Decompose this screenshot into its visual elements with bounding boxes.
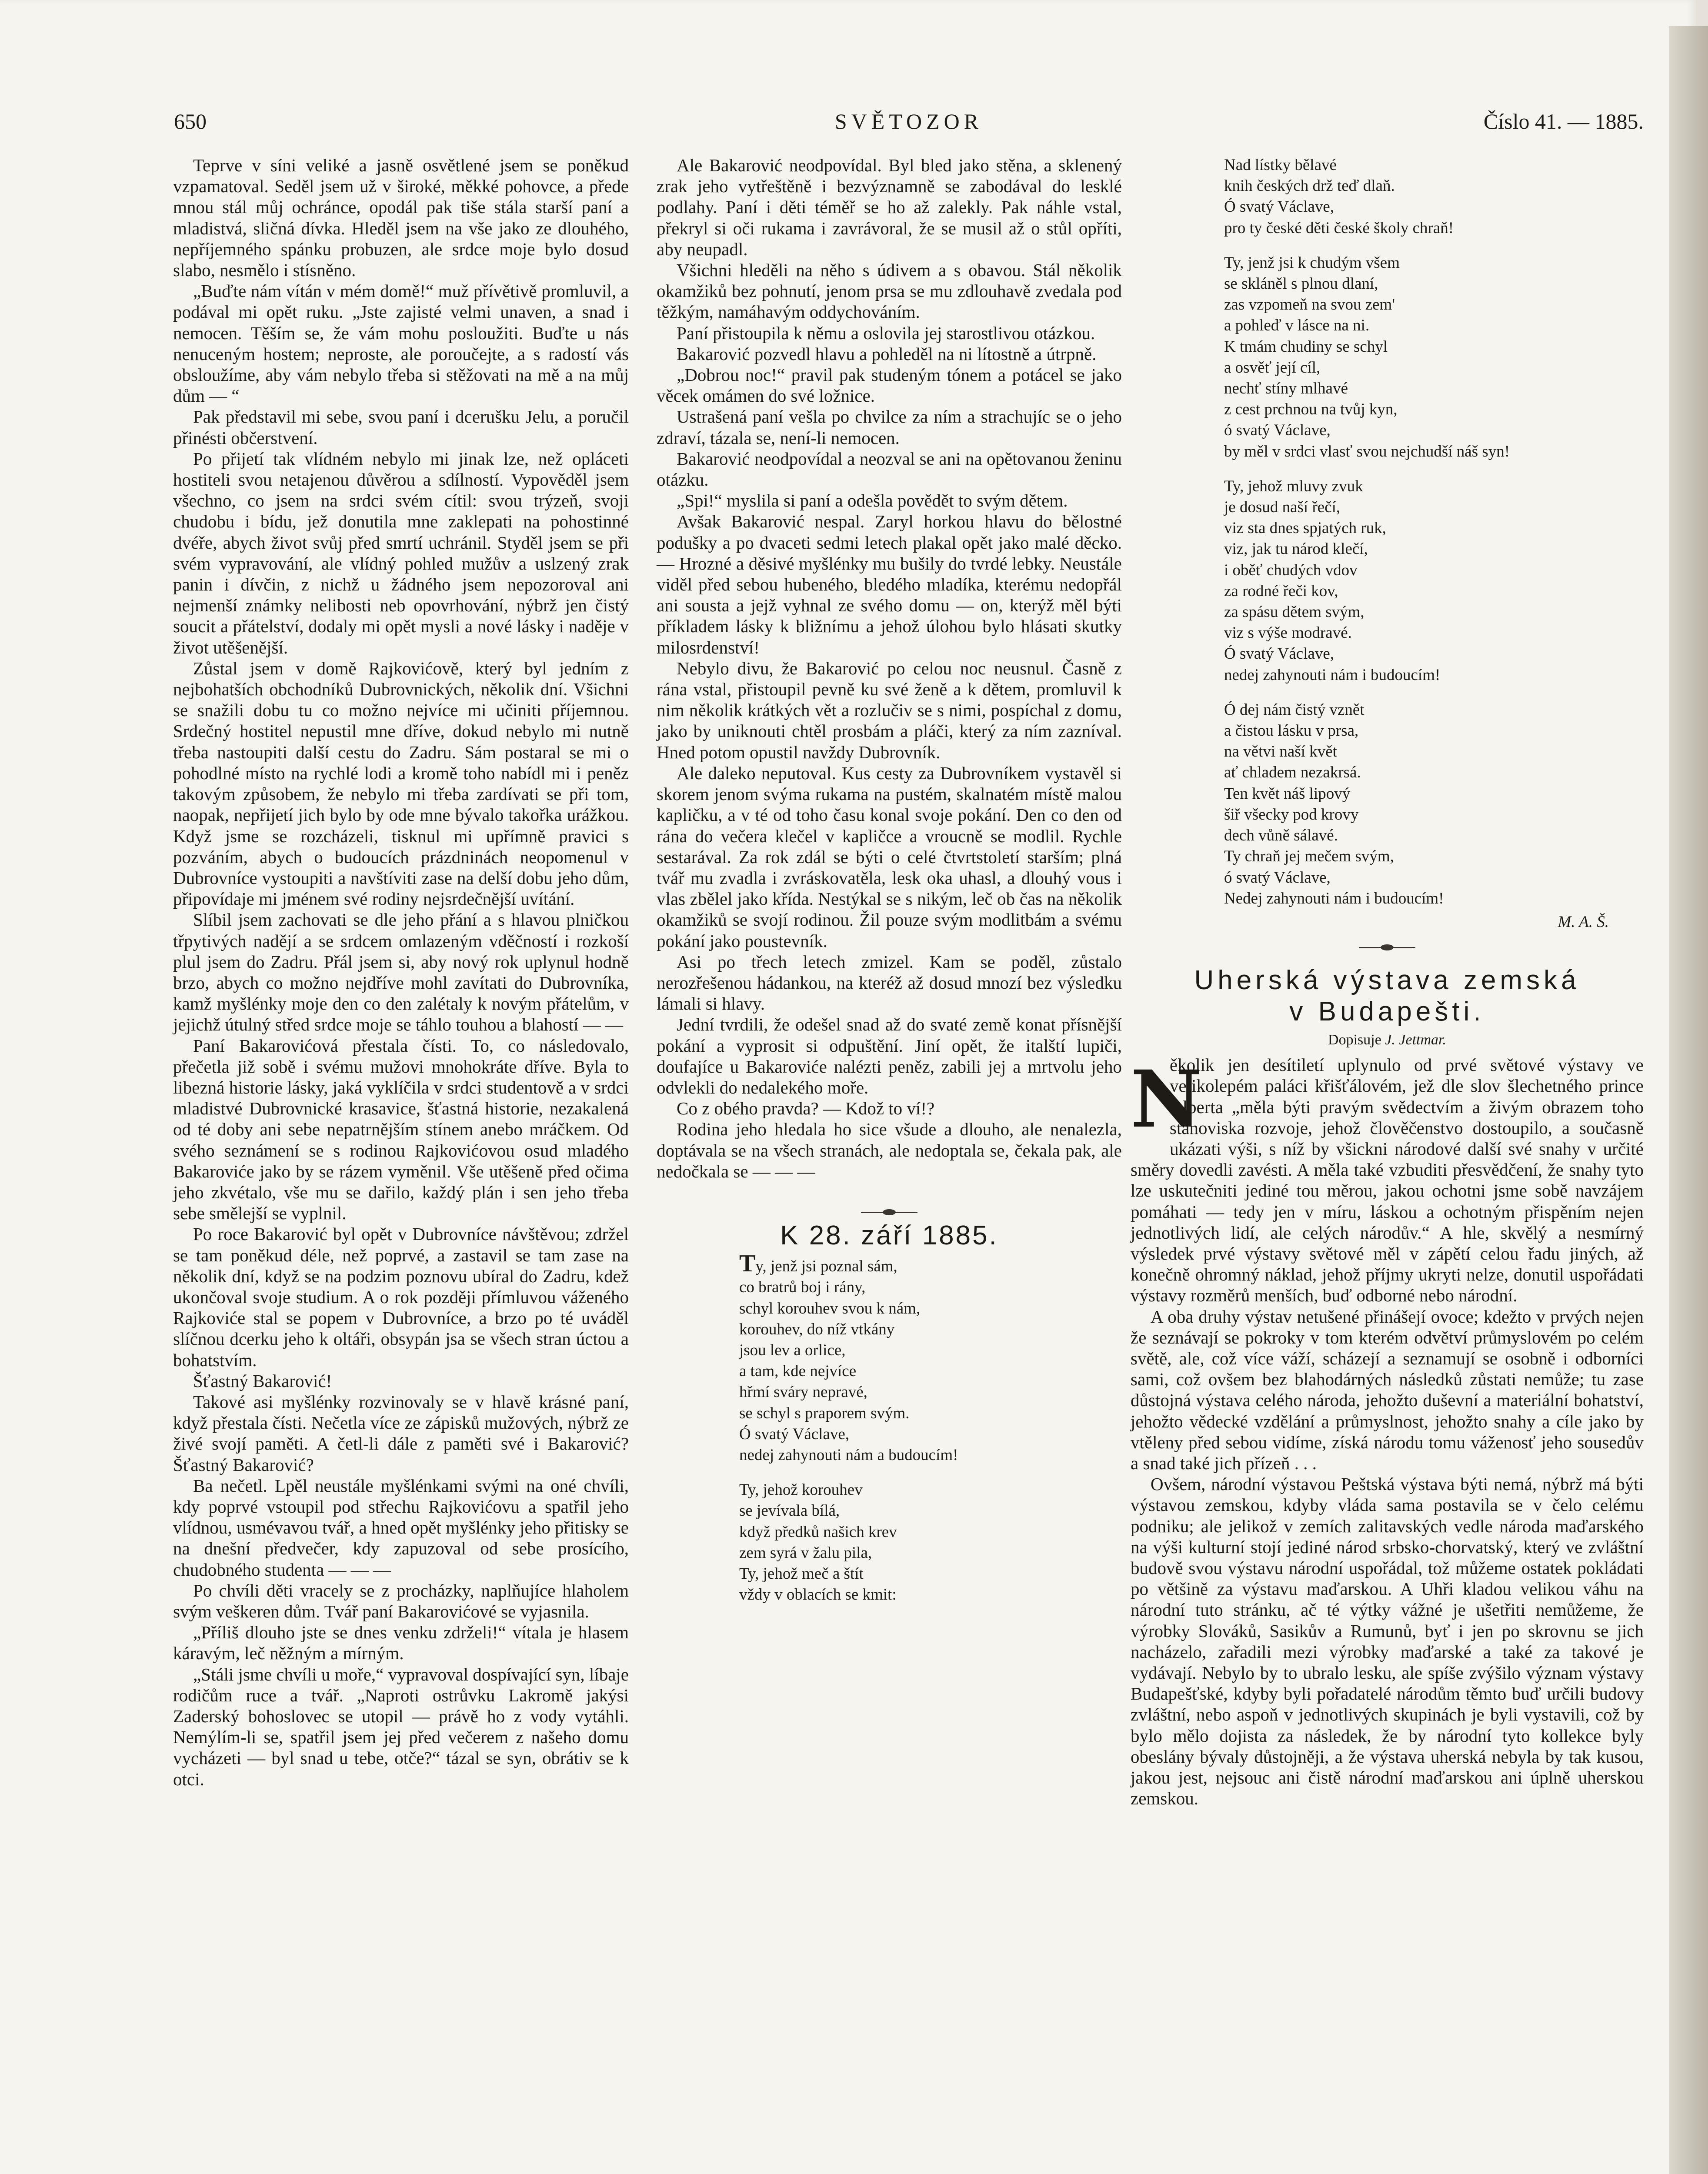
- poem-line: Ó svatý Václave,: [1224, 198, 1334, 216]
- poem-stanza: [1224, 476, 1644, 686]
- story-paragraph: Po roce Bakarović byl opět v Dubrovníce návštěvou; zdržel se tam poněkud déle, než poprvé, a zastavil se tam zase na několik dní, když se na podzim poznovu ubíral do Zadru, kdež ukončoval svoje studium. A o rok později přímluvou váženého Rajkoviće stal se popem v Dubrovníce, a brzo po té uváděl slíčnou dcerku jeho k oltáři, obsypán jsa se všech stran úctou a bohatstvím.: [173, 1224, 629, 1370]
- article-dropcap: N: [1131, 1054, 1202, 1146]
- poem-line: ó svatý Václave,: [1224, 868, 1331, 887]
- story-paragraph: Ale daleko neputoval. Kus cesty za Dubrovníkem vystavěl si skorem jenom svýma rukama na pustém, skalnatém místě malou kapličku, a v té od toho času konal svoje pokání. Den co den od rána do večera klečel v kapličce a vroucně se modlil. Rychle sestarával. Za rok zdál se býti o celé čtvrtstoletí starším; plná tvář mu zvadla i zvráskovatěla, lesk oka uhasl, a dlouhý vous i vlas zbělel jako křída. Nestýkal se s nikým, leč ob čas na několik okamžiků se svojí rodinou. Žil pouze svým modlitbám a svému pokání jako poustevník.: [657, 763, 1122, 951]
- poem-k28: [657, 1250, 1122, 1605]
- poem-line: se jevívala bílá,: [739, 1502, 840, 1520]
- story-paragraph: Zůstal jsem v domě Rajkovićově, který byl jedním z nejbohatších obchodníků Dubrovnických, několik dní. Všichni se snažili dobu tu co možno nejvíce mi učiniti příjemnou. Srdečný hostitel nepustil mne dříve, dokud nebylo mi nutně třeba nastoupiti další cestu do Zadru. Sám postaral se mi o pohodlné místo na rychlé lodi a kromě toho nabídl mi i peněz takovým způsobem, že nebylo mi třeba zardívati se při tom, naopak, nepřijetí jich bylo by ode mne bývalo takořka urážkou. Když jsme se rozcházeli, tisknul mi upřímně pravici s pozváním, abych o budoucích prázdninách neopomenul v Dubrovníce vystoupiti a navštíviti zase na delší dobu jeho dům, připovídaje mi jménem své rodiny nejsrdečnější uvítání.: [173, 658, 629, 909]
- poem-dropcap: T: [739, 1250, 756, 1277]
- poem-line: a osvěť její cíl,: [1224, 358, 1321, 377]
- story-paragraph: Slíbil jsem zachovati se dle jeho přání a s hlavou plničkou třpytivých nadějí a se srdcem omlazeným vděčností i rozkoší plul jsem do Zadru. Přál jsem si, aby nový rok uplynul hodně brzo, abych co možno nejdříve mohl zavítati do Dubrovníka, kamž myšlénky moje den co den zalétaly k novým přátelům, v jejichž útulný střed srdce moje se táhlo touhou a blahostí — —: [173, 910, 629, 1035]
- poem-line: viz, jak tu národ klečí,: [1224, 540, 1368, 558]
- poem-line: Ó svatý Václave,: [739, 1425, 850, 1443]
- story-paragraph: Všichni hleděli na něho s údivem a s obavou. Stál několik okamžiků bez pohnutí, jenom prsa se mu zdlouhavě zvedala pod těžkým, namáhavým oddychováním.: [657, 260, 1122, 322]
- story-paragraph: Takové asi myšlénky rozvinovaly se v hlavě krásné paní, když přestala čísti. Nečetla více ze zápisků mužových, nýbrž ze živé svojí paměti. A četl-li dále z paměti své i Bakarović? Šťastný Bakarović?: [173, 1391, 629, 1475]
- story-paragraph: Šťastný Bakarović!: [193, 1370, 332, 1391]
- poem-line: Ty chraň jej mečem svým,: [1224, 847, 1394, 866]
- story-paragraph: „Stáli jsme chvíli u moře,“ vypravoval dospívající syn, líbaje rodičům ruce a tvář. „Naproti ostrůvku Lakromě jakýsi Zaderský bohoslovec se utopil — právě ho z vody vytáhli. Nemýlím-li se, spatřil jsem jej před večerem z našeho domu vycházeti — byl snad u tebe, otče?“ tázal se syn, obrátiv se k otci.: [173, 1664, 629, 1789]
- story-paragraph: Teprve v síni veliké a jasně osvětlené jsem se poněkud vzpamatoval. Seděl jsem už v široké, měkké pohovce, a přede mnou stál můj ochránce, opodál pak tiše stála starší paní a mladistvá, sličná dívka. Hleděl jsem na vše jako ze dlouhého, nepříjemného spánku probuzen, ale srdce moje bylo dosud slabo, nesmělo i stísněno.: [173, 155, 629, 280]
- story-paragraph: Po chvíli děti vracely se z procházky, naplňujíce hlaholem svým veškeren dům. Tvář paní Bakarovićové se vyjasnila.: [173, 1580, 629, 1622]
- story-paragraph: Paní Bakarovićová přestala čísti. To, co následovalo, přečetla již sobě i svému mužovi mnohokráte dříve. Byla to libezná historie lásky, jaká vyklíčila v srdci studentově a v srdci mladistvé Dubrovnické krasavice, šťastná historie, nezakalená od té doby ani sebe nepatrnějším stínem anebo mráčkem. Od svého seznámení se s rodinou Rajkovićovou osud mladého Bakaroviće jako by se rázem vyměnil. Vše utěšeně před očima jeho zkvétalo, vše mu se dařilo, každý plán i sen jeho třeba sebe smělejší se vyplnil.: [173, 1035, 629, 1224]
- story-paragraph: „Příliš dlouho jste se dnes venku zdrželi!“ vítala je hlasem káravým, leč něžným a mírným.: [173, 1622, 629, 1664]
- poem-line: vždy v oblacích se kmit:: [739, 1586, 897, 1604]
- poem-line: korouhev, do níž vtkány: [739, 1320, 895, 1338]
- poem-stanza: [1224, 253, 1644, 462]
- poem-line: jsou lev a orlice,: [739, 1341, 846, 1359]
- story-paragraph: Ustrašená paní vešla po chvilce za ním a strachujíc se o jeho zdraví, tázala se, není-li nemocen.: [657, 407, 1122, 448]
- poem-stanza: [739, 1250, 1122, 1466]
- story-paragraph: Avšak Bakarović nespal. Zaryl horkou hlavu do bělostné podušky a po dvaceti sedmi letech plakal opět jako malé děcko. — Hrozné a děsivé myšlénky mu bušily do tvrdé lebky. Neustále viděl před sebou hubeného, bledého mladíka, kterému nedopřál ani sousta a jejž vyhnal ze svého domu — on, kterýž měl býti příkladem lásky k bližnímu a jehož úlohou bylo hlásati skutky milosrdenství!: [657, 511, 1122, 657]
- poem-line: se skláněl s plnou dlaní,: [1224, 275, 1378, 293]
- story-paragraph: „Dobrou noc!“ pravil pak studeným tónem a potácel se jako věcek omámen do své ložnice.: [657, 365, 1122, 406]
- article-title-line-1: Uherská výstava zemská: [1194, 965, 1580, 996]
- page-number: 650: [174, 109, 207, 133]
- poem-line: dech vůně sálavé.: [1224, 827, 1338, 845]
- poem-line: a čistou lásku v prsa,: [1224, 722, 1359, 740]
- article-title-line-2: v Budapešti.: [1289, 997, 1485, 1027]
- poem-line: a pohleď v lásce na ni.: [1224, 317, 1370, 335]
- story-column-2: [657, 155, 1122, 1619]
- poem-line: Ty, jehož mluvy zvuk: [1224, 477, 1363, 495]
- poem-line: Ty, jehož korouhev: [739, 1481, 863, 1499]
- section-divider: [861, 1208, 917, 1217]
- poem-line: se schyl s praporem svým.: [739, 1404, 910, 1422]
- story-paragraph: Bakarović neodpovídal a neozval se ani na opětovanou ženinu otázku.: [657, 448, 1122, 490]
- poem-line: šiř všecky pod krovy: [1224, 805, 1359, 824]
- poem-line: zem syrá v žalu pila,: [739, 1544, 872, 1562]
- poem-line: viz sta dnes spjatých ruk,: [1224, 519, 1386, 537]
- poem-line: i oběť chudých vdov: [1224, 561, 1358, 579]
- article-author: J. Jettmar.: [1385, 1032, 1446, 1048]
- poem-line: Ten květ náš lipový: [1224, 784, 1351, 803]
- story-paragraph: Ba nečetl. Lpěl neustále myšlénkami svými na oné chvíli, kdy poprvé vstoupil pod střechu Rajkovićovu a spatřil jeho vlídnou, usmévavou tvář, a hned opět myšlénky jeho přitisky se na dnešní předvečer, kdy zapuzoval od sebe prosícího, chudobného studenta — — —: [173, 1475, 629, 1580]
- article-title: [1131, 965, 1644, 1027]
- poem-line: viz s výše modravé.: [1224, 624, 1352, 642]
- poem-line: ať chladem nezakrsá.: [1224, 764, 1361, 782]
- poem-line: nedej zahynouti nám a budoucím!: [739, 1446, 958, 1464]
- poem-stanza: [1224, 700, 1644, 909]
- poem-line: Ó dej nám čistý vznět: [1224, 700, 1364, 719]
- poem-line: na větvi naší květ: [1224, 743, 1337, 761]
- story-paragraph: Paní přistoupila k němu a oslovila jej starostlivou otázkou.: [677, 323, 1095, 343]
- story-paragraph: Rodina jeho hledala ho sice všude a dlouho, ale nenalezla, doptávala se na všech stranách, ale nedoptala se, čekala pak, ale nedočkala se — — —: [657, 1119, 1122, 1181]
- poem-line: nedej zahynouti nám i budoucím!: [1224, 666, 1441, 684]
- journal-title: SVĚTOZOR: [834, 109, 983, 133]
- poem-line: za rodné řeči kov,: [1224, 582, 1338, 600]
- poem-line: Ó svatý Václave,: [1224, 645, 1334, 663]
- poem-line: zas vzpomeň na svou zem': [1224, 296, 1395, 314]
- section-divider: [1359, 943, 1415, 952]
- story-paragraph: Nebylo divu, že Bakarović po celou noc neusnul. Časně z rána vstal, přistoupil pevně ku své ženě a k dětem, promluvil k nim několik krátkých vět a rozlučiv se s nimi, pospíchal z domu, jako by uniknouti chtěl prosbám a pláči, který za ním zazníval. Hned potom opustil navždy Dubrovník.: [657, 658, 1122, 762]
- poem-line: je dosud naší řečí,: [1224, 498, 1341, 517]
- poem-line: hřmí sváry nepravé,: [739, 1383, 867, 1401]
- article-paragraph: A oba druhy výstav netušené přinášejí ovoce; kdežto v prvých nejen že seznávají se pokroky v tom kterém odvětví průmyslovém po celém světě, ale, což více váží, scházejí a seznamují se osobně i odborníci sami, což ovšem bez blahodárných následků zůstati nemůže; tu zase důstojná výstava celého národa, jehožto duševní a materiální bohatství, jehožto vědecké vzdělání a průmyslnost, jehožto snahy a cíle jako by vtěleny před sebou vidíme, získá národu tomu váženosť jeho sousedův a snad také jich přízeň . . .: [1131, 1306, 1644, 1473]
- poem-line: Ty, jenž jsi poznal sám,: [739, 1250, 897, 1277]
- story-paragraph: Jední tvrdili, že odešel snad až do svaté země konat přísnější pokání a vyprosit si odpuštění. Jiní opět, že italští lupiči, doufajíce u Bakaroviće nalézti peněz, zabili jej a mrtvolu jeho odvlekli do nedalekého moře.: [657, 1014, 1122, 1097]
- poem-line: nechť stíny mlhavé: [1224, 380, 1348, 398]
- poem-line: by měl v srdci vlasť svou nejchudší náš syn!: [1224, 442, 1510, 460]
- story-paragraph: „Spi!“ myslila si paní a odešla povědět to svým dětem.: [677, 490, 1068, 511]
- poem-line: Nad lístky bělavé: [1224, 156, 1337, 174]
- poem-line: když předků našich krev: [739, 1523, 897, 1541]
- poem-line: co bratrů boj i rány,: [739, 1278, 866, 1297]
- page-header: [174, 109, 1644, 143]
- article-paragraph: Ovšem, národní výstavou Peštská výstava býti nemá, nýbrž má býti výstavou zemskou, kdyby vláda sama postavila se v čelo celému podniku; ale jelikož v zemích zalitavských vedle národa maďarského na výši kulturní stojí jediné národ srbsko-chorvatský, který ve zvláštní budově svou výstavu národní uspořádal, tož můžeme ostatek pokládati po většině za výstavu maďarskou. A Uhři kladou velikou váhu na národní tuto stránku, ač té výtky vážné je ušetřiti nemůžeme, že výrobky Slováků, Sasikův a Rumunů, byť i jen po skrovnu se jich nacházelo, zařadili mezi výrobky maďarské a také za takové je vydávají. Nebylo by to ubralo lesku, ale spíše zvýšilo význam výstavy Budapešťské, kdyby byli pořadatelé národům těmto buď určili budovy zvláštní, nebo aspoň v jednotlivých skupinách je byli vystavili, což by bylo mělo dojista za následek, že by národní tyto kollekce byly obeslány bývaly důstojněji, a že výstava uherská nebyla by tak kusou, jakou jest, nejsouc ani čistě národní maďarskou ani úplně uherskou zemskou.: [1131, 1474, 1644, 1809]
- page-edge: [1669, 26, 1708, 2174]
- poem-line: pro ty české děti české školy chraň!: [1224, 219, 1454, 237]
- poem-line: z cest prchnou na tvůj kyn,: [1224, 400, 1398, 419]
- story-column-1: [173, 155, 629, 1790]
- story-paragraph: „Buďte nám vítán v mém domě!“ muž přívětivě promluvil, a podával mi opět ruku. „Jste zajisté velmi unaven, a snad i nemocen. Těším se, že vám mohu posloužiti. Buďte u nás nenuceným hostem; neproste, ale poroučejte, a s radostí vás obsloužíme, aby vám nebylo třeba si stěžovati na mě a na můj dům — “: [173, 281, 629, 406]
- issue-info: Číslo 41. — 1885.: [1483, 109, 1644, 133]
- right-column: [1131, 155, 1644, 1809]
- story-paragraph: Asi po třech letech zmizel. Kam se poděl, zůstalo nerozřešenou hádankou, na kteréž až dosud mnozí bez výsledku lámali si hlavy.: [657, 951, 1122, 1014]
- poem-line: Ty, jenž jsi k chudým všem: [1224, 253, 1400, 272]
- poem-line: Ty, jehož meč a štít: [739, 1565, 864, 1583]
- poem-title: K 28. září 1885.: [780, 1220, 998, 1250]
- article-byline: Dopisuje J. Jettmar.: [1328, 1032, 1446, 1048]
- story-paragraph: Pak představil mi sebe, svou paní i dcerušku Jelu, a poručil přinésti občerstvení.: [173, 407, 629, 448]
- poem-line: K tmám chudiny se schyl: [1224, 337, 1388, 356]
- poem-line: Nedej zahynouti nám i budoucím!: [1224, 889, 1444, 907]
- story-paragraph: Bakarović pozvedl hlavu a pohleděl na ni lítostně a útrpně.: [677, 343, 1097, 364]
- poem-stanza: [739, 1480, 1122, 1605]
- story-paragraph: Co z obého pravda? — Kdož to ví!?: [677, 1098, 935, 1119]
- article-paragraph: ěkolik jen desítiletí uplynulo od prvé světové výstavy ve velikolepém paláci křišťálovém, jež dle slov šlechetného prince Alberta „měla býti pravým svědectvím a živým obrazem toho stanoviska rozvoje, jehož člověčenstvo dostoupilo, a současně ukázati výši, s níž by všickni národové další své snahy v určité směry dovedli zavésti. A měla také vzbuditi přesvědčení, že snahy tyto lze uskutečniti jediné tou měrou, jakou ochotni jsme sobě navzájem pomáhati — tedy jen v míru, láskou a ochotným přispěním nejen jednotlivých lidí, ale celých národův.“ A hle, skvělý a nesmírný výsledek prvé výstavy světové měl v zápětí celou řadu jiných, až konečně ohromný náklad, jehož příjmy ukryti nelze, donutil uspořádati výstavy rozměrů menších, buď odborné nebo národní.: [1131, 1055, 1644, 1306]
- poem-line: ó svatý Václave,: [1224, 421, 1331, 440]
- poem-continuation: [1131, 155, 1644, 909]
- poem-line: a tam, kde nejvíce: [739, 1362, 857, 1380]
- poem-line: za spásu dětem svým,: [1224, 603, 1364, 621]
- story-paragraph: Ale Bakarović neodpovídal. Byl bled jako stěna, a sklenený zrak jeho vytřeštěně i bezvýznamně se zabodával do lesklé podlahy. Paní i děti téměř se ho až zalekly. Pak náhle vstal, překryl si oči rukama i zavrávoral, že se musil až o stůl opříti, aby neupadl.: [657, 155, 1122, 259]
- story-paragraph: Po přijetí tak vlídném nebylo mi jinak lze, než opláceti hostiteli svou netajenou důvěrou a sdílností. Vypověděl jsem všechno, co jsem na srdci svém cítil: svou trýzeň, svoji chudobu i bídu, jež donutila mne zaklepati na pohostinné dvéře, abych život svůj před smrtí uchránil. Styděl jsem se při svém vypravování, ale vlídný pohled mužův a uslzený zrak panin i dívčin, z nichž u žádného jsem nepozoroval ani nejmenší známky nelibosti neb opovrhování, nýbrž jen čistý soucit a přátelství, dodaly mi opět mysli a nové lásky i naděje v život utěšenější.: [173, 448, 629, 657]
- poem-line: knih českých drž teď dlaň.: [1224, 177, 1395, 195]
- poem-signature: M. A. Š.: [1558, 913, 1609, 931]
- poem-line: schyl korouhev svou k nám,: [739, 1299, 921, 1317]
- poem-stanza: [1224, 155, 1644, 239]
